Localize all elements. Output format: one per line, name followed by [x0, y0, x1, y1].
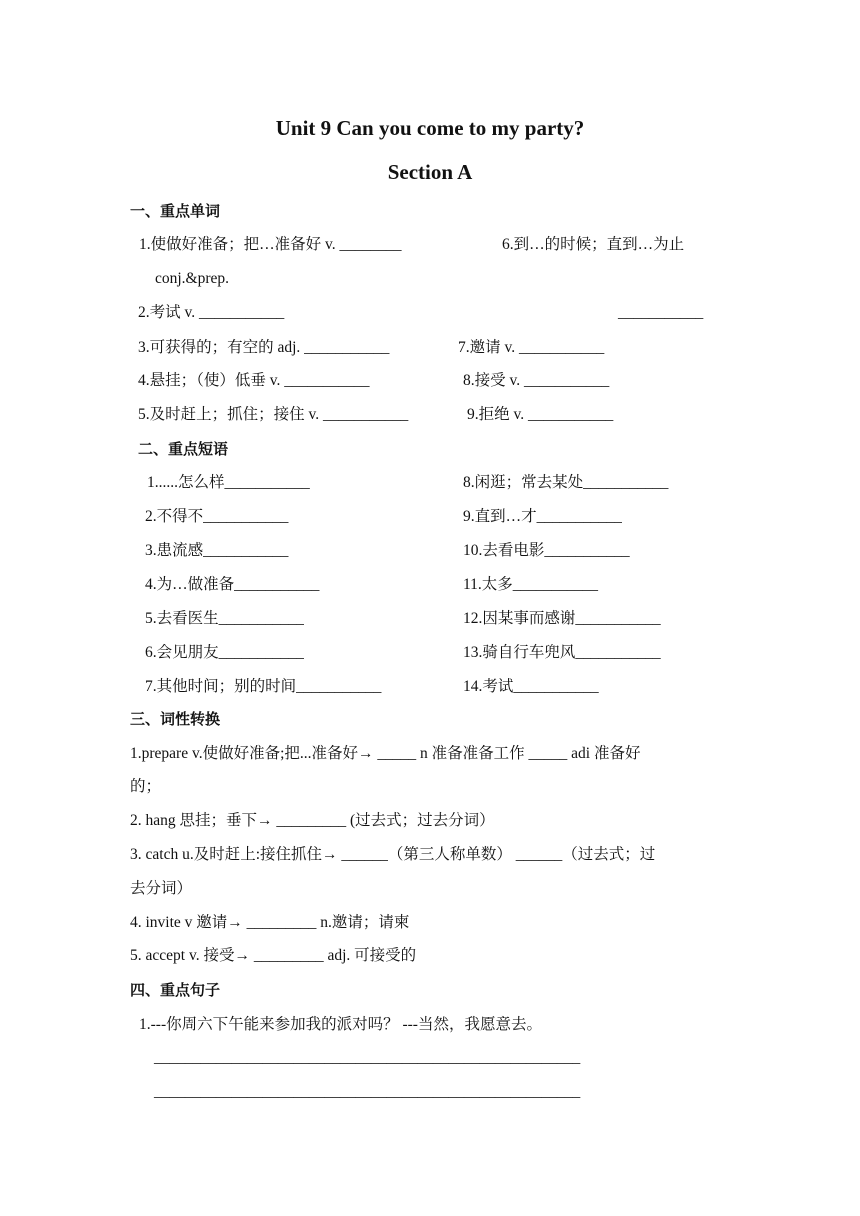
word-form-item-3: 3. catch u.及时赶上:接住抓住→ ______（第三人称单数） ______（过去式；过	[130, 846, 656, 863]
word-item-7: 7.邀请 v. ___________	[458, 339, 605, 356]
section-heading-word-forms: 三、词性转换	[130, 710, 221, 728]
phrase-item: 11.太多___________	[463, 576, 599, 593]
page-title: Unit 9 Can you come to my party?	[275, 116, 585, 140]
phrase-item: 14.考试___________	[463, 678, 599, 695]
phrase-item: 12.因某事而感谢___________	[463, 610, 661, 627]
word-form-item-4: 4. invite v 邀请→ _________ n.邀请；请柬	[130, 914, 410, 931]
answer-line: _______________________________________________________	[154, 1049, 581, 1066]
word-item-6-blank: ___________	[618, 304, 704, 321]
phrase-item: 4.为…做准备___________	[145, 576, 320, 593]
phrase-item: 8.闲逛；常去某处___________	[463, 474, 669, 491]
phrase-item: 5.去看医生___________	[145, 610, 304, 627]
sentence-item-1: 1.---你周六下午能来参加我的派对吗？ ---当然，我愿意去。	[139, 1016, 542, 1033]
word-item-4: 4.悬挂；（使）低垂 v. ___________	[138, 372, 370, 389]
section-heading-key-sentences: 四、重点句子	[130, 981, 221, 999]
phrase-item: 6.会见朋友___________	[145, 644, 304, 661]
answer-line: _______________________________________________________	[154, 1083, 581, 1100]
word-item-5: 5.及时赶上；抓住；接住 v. ___________	[138, 406, 409, 423]
section-subtitle: Section A	[387, 160, 473, 184]
word-item-2: 2.考试 v. ___________	[138, 304, 285, 321]
word-item-9: 9.拒绝 v. ___________	[467, 406, 614, 423]
phrase-item: 13.骑自行车兜风___________	[463, 644, 661, 661]
word-form-item-3-cont: 去分词）	[130, 880, 193, 897]
phrase-item: 3.患流感___________	[145, 542, 289, 559]
section-heading-key-words: 一、重点单词	[130, 202, 221, 220]
phrase-item: 2.不得不___________	[145, 508, 289, 525]
word-form-item-1: 1.prepare v.使做好准备;把...准备好→ _____ n 准备准备工作 _____ adi 准备好	[130, 745, 641, 762]
section-heading-key-phrases: 二、重点短语	[138, 440, 229, 458]
word-item-6: 6.到…的时候；直到…为止	[502, 236, 685, 253]
phrase-item: 10.去看电影___________	[463, 542, 630, 559]
word-form-item-5: 5. accept v. 接受→ _________ adj. 可接受的	[130, 947, 417, 964]
phrase-item: 1......怎么样___________	[147, 474, 310, 491]
word-item-8: 8.接受 v. ___________	[463, 372, 610, 389]
word-item-6-cont: conj.&prep.	[155, 270, 230, 287]
word-form-item-2: 2. hang 思挂；垂下→ _________ (过去式；过去分词）	[130, 812, 495, 829]
phrase-item: 9.直到…才___________	[463, 508, 622, 525]
word-item-1: 1.使做好准备；把…准备好 v. ________	[139, 236, 402, 253]
word-form-item-1-cont: 的；	[130, 778, 162, 795]
phrase-item: 7.其他时间；别的时间___________	[145, 678, 382, 695]
word-item-3: 3.可获得的；有空的 adj. ___________	[138, 339, 390, 356]
